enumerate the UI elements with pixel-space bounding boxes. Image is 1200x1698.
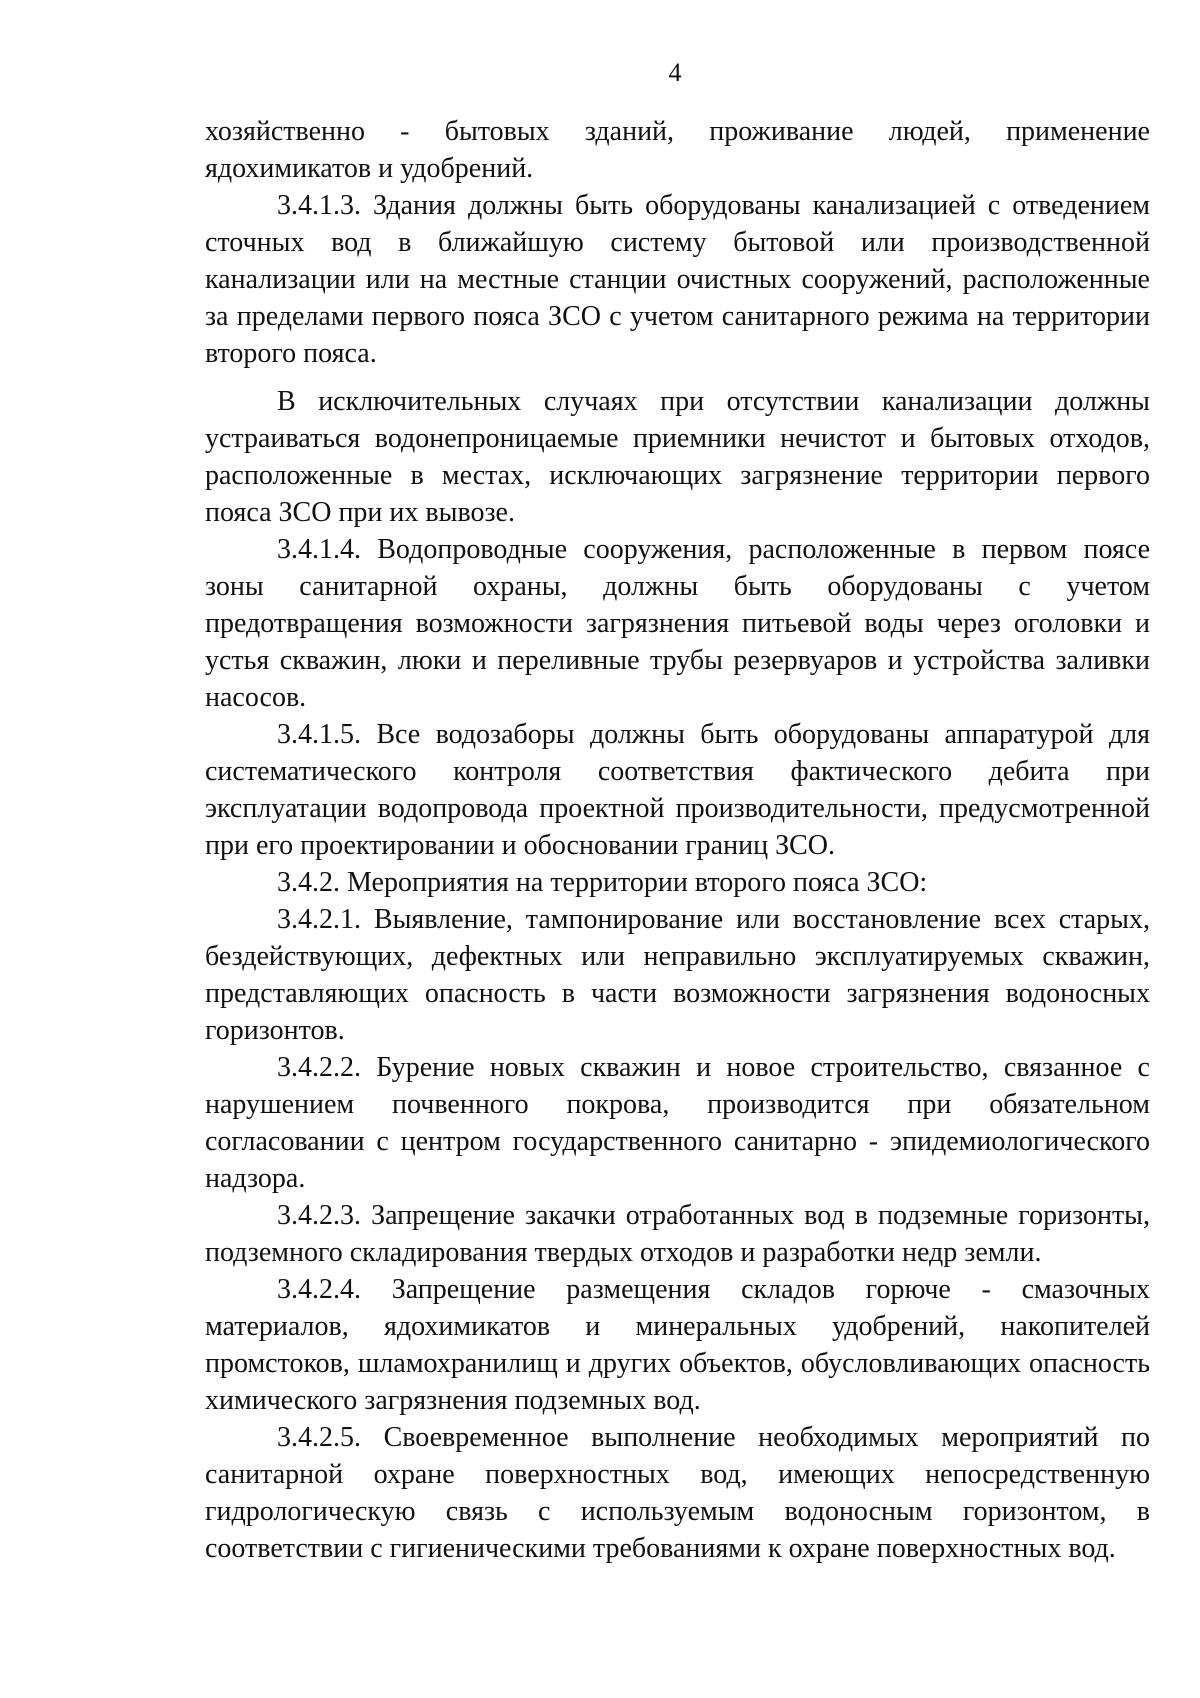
paragraph-3-4-1-4: 3.4.1.4. Водопроводные сооружения, расположенные в первом поясе зоны санитарной охраны, должны быть оборудованы с учетом предотвращения возможности загрязнения питьевой воды через оголовки и устья скважин, люки и переливные трубы резервуаров и устройства заливки насосов. <box>205 534 1150 713</box>
paragraph-3-4-1-5: 3.4.1.5. Все водозаборы должны быть оборудованы аппаратурой для систематического контроля соответствия фактического дебита при эксплуатации водопровода проектной производительности, предусмотренной при его проектировании и обосновании границ ЗСО. <box>205 719 1150 861</box>
paragraph-3-4-2-1: 3.4.2.1. Выявление, тампонирование или восстановление всех старых, бездействующих, дефектных или неправильно эксплуатируемых скважин, представляющих опасность в части возможности загрязнения водоносных горизонтов. <box>205 904 1150 1046</box>
page-number: 4 <box>668 58 682 87</box>
paragraph-continuation: хозяйственно - бытовых зданий, проживание людей, применение ядохимикатов и удобрений. <box>205 116 1150 184</box>
document-body <box>205 113 1150 1567</box>
paragraph-3-4-2-3: 3.4.2.3. Запрещение закачки отработанных вод в подземные горизонты, подземного складирования твердых отходов и разработки недр земли. <box>205 1200 1150 1268</box>
paragraph-exceptional-cases: В исключительных случаях при отсутствии канализации должны устраиваться водонепроницаемые приемники нечистот и бытовых отходов, расположенные в местах, исключающих загрязнение территории первого пояса ЗСО при их вывозе. <box>205 386 1150 528</box>
paragraph-3-4-1-3: 3.4.1.3. Здания должны быть оборудованы канализацией с отведением сточных вод в ближайшую систему бытовой или производственной канализации или на местные станции очистных сооружений, расположенные за пределами первого пояса ЗСО с учетом санитарного режима на территории второго пояса. <box>205 190 1150 369</box>
paragraph-3-4-2-2: 3.4.2.2. Бурение новых скважин и новое строительство, связанное с нарушением почвенного покрова, производится при обязательном согласовании с центром государственного санитарно - эпидемиологического надзора. <box>205 1052 1150 1194</box>
paragraph-3-4-2-4: 3.4.2.4. Запрещение размещения складов горюче - смазочных материалов, ядохимикатов и минеральных удобрений, накопителей промстоков, шламохранилищ и других объектов, обусловливающих опасность химического загрязнения подземных вод. <box>205 1274 1150 1416</box>
paragraph-3-4-2-5: 3.4.2.5. Своевременное выполнение необходимых мероприятий по санитарной охране поверхностных вод, имеющих непосредственную гидрологическую связь с используемым водоносным горизонтом, в соответствии с гигиеническими требованиями к охране поверхностных вод. <box>205 1422 1150 1564</box>
paragraph-3-4-2: 3.4.2. Мероприятия на территории второго пояса ЗСО: <box>277 867 928 898</box>
